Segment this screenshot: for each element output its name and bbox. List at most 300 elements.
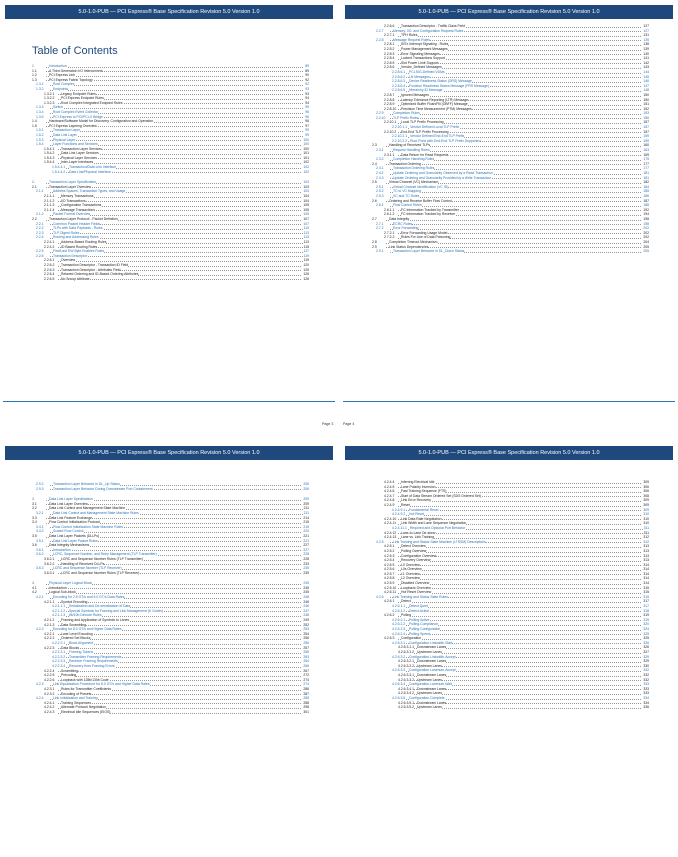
toc-entry-title: Transaction Layer Overview (49, 184, 92, 189)
toc-entry-page: 314 (643, 581, 649, 586)
toc-entry-title: Transaction Layer Behavior in DL_Down Status (393, 249, 465, 254)
toc-entry-number: 4.2.5.4 (384, 558, 398, 563)
toc-entry-number: 2.2.8.6.1 (392, 69, 406, 74)
toc-entry[interactable] (3, 487, 335, 492)
dot-leader (392, 607, 649, 608)
toc-entry-page: 107 (303, 217, 309, 221)
toc-entry-title: Physical Layer Logical Block (49, 581, 92, 586)
toc-entry-number: 3.6.3.1 (44, 571, 58, 576)
toc-entry-title: Root Ports with End-End TLP Prefix Supported (410, 138, 481, 143)
toc-entry-page: 315 (643, 585, 649, 590)
toc-entry-title: Configuration.Lanenum.Wait (409, 682, 452, 687)
toc-entry[interactable] (343, 249, 675, 254)
toc-entry-title: Downstream Lanes (417, 686, 447, 691)
toc-entry-number: 2.2.6.6 (384, 24, 398, 29)
toc-entry-title: Transaction Descriptor - Transaction ID Field (61, 262, 129, 267)
toc-entry-page: 205 (643, 249, 649, 254)
dot-leader (392, 515, 649, 516)
toc-entry-number: 4.2.4.7 (384, 494, 398, 499)
toc-entry-number: 4.2.5.7 (384, 572, 398, 577)
toc-entry-title: Configuration Transactions (61, 203, 102, 208)
toc-entry-page: 150 (643, 97, 649, 102)
toc-entry-title: Loopback Overview (401, 585, 431, 590)
toc-entry-title: Disabled Overview (401, 581, 430, 586)
toc-entry-page: 198 (643, 221, 649, 226)
toc-entry-title: Link Status Dependencies (389, 244, 429, 249)
toc-entry-page: 256 (303, 636, 309, 641)
toc-entry-number: 4.2.4.2 (44, 705, 58, 710)
toc-entry-page: 99 (305, 128, 309, 133)
toc-entry-title: Inter-Layer Interfaces (61, 160, 94, 165)
toc-entry-title: TLPs with Data Payloads - Rules (53, 226, 103, 231)
toc-entry-number: 2.7.2.1 (384, 231, 398, 236)
toc-entry-page: 245 (303, 585, 309, 590)
toc-entry-number: 2.4 (372, 162, 386, 167)
toc-entry-number: 4.2.2.6 (44, 678, 58, 683)
toc-entry-title: Flow Control Initialization State Machine Rules (53, 524, 123, 529)
toc-entry-page: 157 (643, 129, 649, 134)
toc-entry-page: 313 (643, 558, 649, 563)
toc-entry-page: 249 (303, 618, 309, 623)
dot-leader (32, 67, 309, 68)
toc-entry-page: 142 (643, 60, 649, 65)
toc-entry-number: 1.3.3 (36, 105, 50, 110)
toc-entry-page: 235 (303, 566, 309, 571)
toc-entry-title: Handling of Received TLPs (389, 143, 431, 148)
toc-entry-title: Overview (61, 258, 76, 263)
toc-entry-page: 140 (643, 51, 649, 56)
toc-entry-number: 4.2.6.3.5.2 (398, 705, 415, 710)
toc-entry-number: 2.2.8.8 (384, 98, 398, 103)
toc-entry-title: LCRC and Sequence Number (TLP Receiver) (53, 566, 122, 571)
dot-leader (44, 261, 309, 262)
toc-entry-number: 4.2.4.9.2 (392, 512, 406, 517)
toc-entry-number: 1.5.2 (36, 133, 50, 138)
toc-entry-page: 143 (643, 65, 649, 70)
toc-entry-number: 4.2.4.13 (384, 535, 397, 540)
toc-entry-page: 286 (303, 686, 309, 691)
toc-entry-title: Latency Tolerance Reporting (LTR) Message (401, 97, 469, 102)
toc-entry-page: 146 (643, 79, 649, 84)
toc-entry-page: 333 (643, 682, 649, 687)
toc-entry-number: 4.2.5.6 (384, 567, 398, 572)
toc-entry-page: 104 (303, 194, 309, 199)
toc-entry-title: Function Readiness Status Message (FRS Message) (409, 83, 489, 88)
toc-entry-title: Error Signaling Messages (401, 51, 440, 56)
toc-entry-number: 1.5.3 (36, 138, 50, 143)
toc-entry-page: 102 (303, 165, 309, 170)
toc-entry-number: 4.2.2.2 (44, 636, 58, 641)
toc-entry-page: 221 (303, 533, 309, 538)
toc-entry-title: Device Readiness Status (DRS) Message (409, 79, 472, 84)
toc-entry-page: 92 (305, 77, 309, 82)
toc-entry-number: 1.3.1 (36, 82, 50, 87)
toc-entry-number: 4.2.4.10 (384, 516, 397, 521)
toc-entry-number: 4.2.4.9.1 (392, 507, 406, 512)
toc-entry-page: 221 (303, 538, 309, 543)
toc-entry-title: Encoding of Presets (61, 691, 92, 696)
toc-entry-page: 153 (643, 111, 649, 116)
toc-entry-number: 4.2.4.5 (384, 485, 398, 490)
toc-entry-title: Lane Polarity Inversion (401, 484, 436, 489)
toc-entry-page: 198 (643, 216, 649, 221)
toc-entry-number: 4.2.2 (36, 627, 50, 632)
toc-entry-title: Transaction Layer Behavior in DL_Up Status (53, 482, 120, 486)
toc-entry-page: 246 (303, 604, 309, 609)
toc-entry-number: 4.2.6.3.5.1 (398, 700, 415, 705)
toc-entry-title: Encoding for 2.5 GT/s and 5.0 GT/s Data Rates (53, 595, 125, 600)
toc-entry-title: Request Handling Rules (393, 148, 430, 153)
toc-entry-page: 105 (303, 207, 309, 212)
toc-entry-number: 4.2.5.1 (384, 544, 398, 549)
toc-entry-number: 3.6.1 (36, 548, 50, 553)
toc-entry-title: I/O Transactions (61, 198, 86, 203)
toc-entry-page: 105 (303, 212, 309, 217)
toc-entry-title: Link Initialization and Training (53, 696, 98, 701)
toc-entry-title: PCI Express Endpoint Rules (61, 96, 104, 101)
toc-entry-number: 2.2.7.1 (384, 33, 398, 38)
toc-entry-page: 96 (305, 119, 309, 124)
toc-entry-title: LCRC and Sequence Number Rules (TLP Transmitter) (61, 556, 143, 561)
toc-entry-page: 272 (303, 673, 309, 678)
toc-entry-page: 253 (303, 627, 309, 632)
page-header: 5.0-1.0-PUB — PCI Express® Base Specification Revision 5.0 Version 1.0 (5, 5, 333, 19)
toc-entry[interactable] (3, 710, 335, 715)
toc-entry-page: 209 (303, 501, 309, 506)
toc-entry-page: 227 (303, 547, 309, 552)
toc-entry-number: 2.2 (32, 217, 46, 222)
toc-entry-number: 4.2.6.3.2.1 (398, 659, 415, 664)
toc-entry-page: 127 (643, 24, 649, 28)
toc-entry-title: Configuration.Lanenum.Accept (409, 668, 456, 673)
toc-entry-page: 308 (643, 493, 649, 498)
toc-entry-page: 287 (303, 691, 309, 696)
toc-entry-page: 105 (303, 203, 309, 208)
toc-entry-page: 233 (303, 561, 309, 566)
toc-entry-title: L0s Overview (401, 567, 422, 572)
toc-entry-page: 92 (305, 82, 309, 87)
toc-entry-title: Transmitter Framing Requirements (69, 654, 122, 659)
toc-entry-number: 2.9.2 (36, 482, 50, 487)
toc-entry-number: 2.9.3 (36, 487, 50, 492)
toc-entry-page: 330 (643, 663, 649, 668)
toc-entry-page: 254 (303, 631, 309, 636)
toc-entry-title: Reset (401, 502, 410, 507)
toc-entry-title: Transaction Ordering (389, 161, 421, 166)
toc-entry-number: 2.7.1 (376, 222, 390, 227)
toc-entry-number: 4. (32, 581, 46, 586)
toc-entry-number: 4.2.4.3 (44, 710, 58, 715)
toc-entry-title: Training Sequences (61, 700, 92, 705)
toc-entry-page: 245 (303, 581, 309, 586)
toc-entry-number: 4.2.6.3.1.2 (398, 649, 415, 654)
toc-entry-number: 1.5.4.4.2 (52, 169, 66, 174)
toc-entry-number: 4.2.4.12 (384, 530, 397, 535)
toc-page-1 (3, 3, 335, 413)
toc-entry-title: PCI Express Link (49, 73, 76, 78)
toc-title: Table of Contents (32, 45, 118, 57)
dot-leader (44, 676, 309, 677)
toc-entry-title: Transaction Descriptor - Traffic Class Field (401, 24, 465, 28)
toc-entry-title: L1 Overview (401, 571, 420, 576)
toc-entry-page: 228 (303, 552, 309, 557)
toc-entries (3, 482, 335, 715)
toc-entry-number: 4.2.1.1.2 (52, 608, 66, 613)
toc-entry-number: 4.2.4.9 (384, 503, 398, 508)
toc-entry-title: Polling (401, 613, 412, 618)
toc-entry-title: Precision Time Measurement (PTM) Messages (401, 106, 472, 111)
toc-entry-page: 306 (643, 489, 649, 494)
toc-entry-page: 169 (643, 152, 649, 157)
toc-entry-title: Address-Based Routing Rules (61, 239, 107, 244)
toc-entry-title: TPH Rules (401, 33, 418, 38)
toc-entry-number: 4.2.4 (36, 696, 50, 701)
toc-entry-page: 306 (643, 484, 649, 489)
toc-entry-page: 334 (643, 700, 649, 705)
toc-entry-page: 120 (303, 262, 309, 267)
page-header: 5.0-1.0-PUB — PCI Express® Base Specification Revision 5.0 Version 1.0 (5, 446, 333, 460)
toc-entry-number: 3.1 (32, 502, 46, 507)
toc-entry-page: 127 (643, 28, 649, 33)
toc-entry-number: 2.2.10 (376, 116, 390, 121)
toc-entry-number: 4.2.5.5 (384, 563, 398, 568)
toc-entry-title: Root Complex (53, 82, 75, 87)
toc-entry[interactable] (3, 571, 335, 576)
toc-entry-title: Routing and Addressing Rules (53, 235, 99, 240)
page-header: 5.0-1.0-PUB — PCI Express® Base Specification Revision 5.0 Version 1.0 (345, 5, 673, 19)
toc-entry-number: 2.2.6.3 (44, 268, 58, 273)
toc-entry-number: 3.2.1 (36, 511, 50, 516)
toc-entry-number: 4.2.6.2.4 (392, 631, 406, 636)
toc-entry-page: 126 (303, 276, 309, 281)
toc-entry-page: 310 (643, 521, 649, 526)
toc-entry-title: Lane vs. Link Training (401, 535, 434, 540)
toc-entry-number: 2.2.10.2 (384, 129, 397, 134)
toc-entry-number: 1.3.2 (36, 87, 50, 92)
toc-entry-number: 2.5.1 (376, 185, 390, 190)
toc-entry-page: 326 (643, 640, 649, 645)
dot-leader (384, 616, 649, 617)
toc-entry-page: 93 (305, 86, 309, 91)
toc-entry-page: 314 (643, 571, 649, 576)
toc-entry[interactable] (343, 705, 675, 710)
toc-entry-number: 2.2.4.1 (44, 240, 58, 245)
toc-entry-title: Lane Level Encoding (61, 631, 93, 636)
toc-entry-number: 4.2.5.3 (384, 554, 398, 559)
toc-entry-page: 264 (303, 659, 309, 664)
toc-entry-page: 239 (303, 570, 309, 575)
toc-entry-title: End-End TLP Prefix Processing (401, 129, 449, 134)
toc-entry-number: 4.2.5.2 (384, 549, 398, 554)
dot-leader (36, 108, 309, 109)
toc-entry-title: L0 Overview (401, 562, 420, 567)
toc-entry-number: 2.2.10.1 (384, 120, 397, 125)
toc-entry-title: Relaxed Ordering and ID-Based Ordering Attributes (61, 272, 139, 277)
toc-entry-title: Link Width and Lane Sequence Negotiation (401, 521, 467, 526)
toc-entry-title: Downstream Lanes (417, 672, 447, 677)
toc-entry-title: Rules for Transmitter Coefficients (61, 686, 112, 691)
toc-entry-page: 131 (643, 33, 649, 38)
toc-entry-page: 274 (303, 682, 309, 687)
toc-entry-number: 4.2.6.3.2.2 (398, 663, 415, 668)
toc-entry-title: Rules For Use of Data Poisoning (401, 235, 451, 240)
toc-entry-title: Root Complex Event Collector (53, 109, 99, 114)
toc-entry-title: Downstream Lanes (417, 645, 447, 650)
toc-entry-number: 2.4.1 (376, 166, 390, 171)
toc-entries (3, 64, 335, 281)
toc-entry-number: 1.3.2.1 (44, 92, 58, 97)
toc-entry-number: 2.2.8.10 (384, 106, 397, 111)
toc-entry-number: 2.2.10.1.1 (392, 125, 408, 130)
toc-entry-number: 4.2.6.3.4.2 (398, 691, 415, 696)
dot-leader (36, 90, 309, 91)
toc-entry-number: 2.4.2 (376, 171, 390, 176)
toc-entry-title: Data Blocks (61, 645, 80, 650)
toc-entry-page: 103 (303, 184, 309, 189)
toc-entry-number: 1.3.2.3 (44, 101, 58, 106)
toc-entry-number: 1.5.4.2 (44, 151, 58, 156)
toc-entry-title: Common Packet Header Fields (53, 221, 101, 226)
toc-entry-page: 95 (305, 105, 309, 110)
toc-entry-title: Ordering and Receive Buffer Flow Control (389, 198, 452, 203)
toc-entry-title: Link Training and Status State Rules (393, 594, 448, 599)
toc-entries (343, 480, 675, 710)
toc-entry-page: 246 (303, 595, 309, 600)
toc-entry-number: 2.2.3 (36, 231, 50, 236)
toc-entry-number: 4.2.6.1.1 (392, 604, 406, 609)
toc-entry-number: 2.2.8.3 (384, 52, 398, 57)
toc-entry-title: INTx Interrupt Signaling - Rules (401, 42, 449, 47)
toc-entry-number: 1.3.2.2 (44, 96, 58, 101)
toc-entry-page: 117 (303, 249, 309, 254)
toc-entry-title: Data Integrity (389, 216, 410, 221)
toc-page-4 (343, 444, 675, 854)
toc-entry-number: 2.5.2 (376, 189, 390, 194)
toc-entry-number: 4.2.1.2 (44, 618, 58, 623)
toc-entry-page: 96 (305, 109, 309, 114)
toc-entry-title: Legacy Endpoint Rules (61, 91, 96, 96)
toc-entry-title: Configuration.Linkwidth.Start (409, 640, 453, 645)
toc-entry-title: Data Link Layer Packet Rules (53, 538, 98, 543)
toc-entry-page: 309 (643, 498, 649, 503)
toc-entry-title: Precoding (61, 673, 77, 678)
toc-entry-number: 1.5.4.3 (44, 156, 58, 161)
toc-entry-title: ECRC Rules (393, 221, 413, 226)
toc-entry-page: 89 (305, 64, 309, 68)
toc-entry[interactable] (3, 170, 335, 175)
toc-entry-title: Link Equalization Procedure for 8.0 GT/s and Higher Data Rates (53, 682, 150, 687)
toc-entry-page: 327 (643, 649, 649, 654)
toc-entry-page: 177 (643, 161, 649, 166)
toc-entry-page: 100 (303, 146, 309, 151)
toc-entry-title: Switch (53, 105, 63, 110)
toc-entry-title: First/Last DW Byte Enables Rules (53, 249, 105, 254)
toc-entry-number: 2.1.1.3 (44, 203, 58, 208)
toc-entry-number: 1.1 (32, 69, 46, 74)
toc-entry-number: 4.2.6.3.2 (392, 654, 406, 659)
toc-entry-title: Lane-to-Lane De-skew (401, 530, 436, 535)
toc-entry-page: 113 (303, 239, 309, 244)
toc-entry-title: Update Ordering and Granularity Observed by a Read Transaction (393, 171, 493, 175)
toc-entry-title: Introduction (49, 64, 67, 68)
toc-entry-title: Configuration.Complete (409, 695, 445, 700)
toc-entry-number: 4.2.1.1 (44, 600, 58, 605)
page-footer-rule (3, 401, 335, 410)
toc-entry-page: 103 (303, 180, 309, 185)
toc-entry-title: Detect.Quiet (409, 604, 428, 609)
toc-entry-page: 313 (643, 544, 649, 549)
toc-entry-page: 312 (643, 539, 649, 544)
toc-entry-title: Transaction Layer Services (61, 146, 102, 151)
toc-entry-title: Transaction Layer Behavior During Downstream Port Containment (53, 486, 153, 491)
toc-entry-page: 329 (643, 654, 649, 659)
toc-entry-page: 139 (643, 46, 649, 51)
toc-entry-title: Update Ordering and Granularity Provided by a Write Transaction (393, 175, 492, 180)
toc-entry-page: 309 (643, 502, 649, 507)
toc-entry-number: 1.5.4.4.1 (52, 165, 66, 170)
toc-entry-page: 204 (643, 239, 649, 244)
toc-entry-page: 101 (303, 151, 309, 156)
toc-entry-number: 2.2.10.2.1 (392, 134, 408, 139)
toc-entry-page: 325 (643, 636, 649, 641)
toc-entry-title: Slot Power Limit Support (401, 60, 439, 65)
toc-entry-page: 305 (643, 480, 649, 484)
toc-entry-number: 3.5 (32, 534, 46, 539)
toc-entry-title: Message Transactions (61, 207, 95, 212)
toc-entry-page: 94 (305, 96, 309, 101)
toc-entry-page: 325 (643, 631, 649, 636)
toc-entry-number: 2.1.1.1 (44, 194, 58, 199)
toc-entry-title: Detect Overview (401, 544, 426, 549)
toc-entry-number: 2.1 (32, 185, 46, 190)
toc-entry-title: Completion Handling Rules (393, 157, 435, 162)
toc-page-2 (343, 3, 675, 413)
toc-entry-title: Data Return for Read Requests (401, 152, 449, 157)
page-footer-rule (343, 401, 675, 410)
toc-entry-page: 175 (643, 157, 649, 162)
toc-entry-title: Data Link Feature Exchange (49, 515, 92, 520)
toc-entry-number: 4.2.6.1 (384, 599, 398, 604)
toc-entry-title: Handling of Received DLLPs (61, 561, 105, 566)
toc-entry-number: 2.2.4 (36, 235, 50, 240)
toc-entry-title: Configuration Overview (401, 553, 437, 558)
toc-entry-title: PCI-SIG-Defined VDMs (409, 69, 445, 74)
toc-entry-number: 2.2.8.4 (384, 56, 398, 61)
toc-entry-number: 4.2.2.3.4 (52, 663, 66, 668)
toc-entry-page: 266 (303, 663, 309, 668)
toc-entry[interactable] (3, 277, 335, 282)
toc-entry-title: Loopback with 128b/130b Code (61, 677, 109, 682)
toc-entry-page: 113 (303, 235, 309, 240)
toc-entry-page: 104 (303, 198, 309, 203)
toc-entry-title: Root Complex Integrated Endpoint Rules (61, 100, 123, 105)
toc-entry-title: Packet Format Overview (53, 212, 91, 217)
toc-entry-title: Upstream Lanes (417, 677, 442, 682)
toc-entry-page: 205 (643, 244, 649, 249)
toc-entry-title: Transaction Descriptor (53, 253, 87, 258)
toc-entry-title: Transaction Ordering Rules (393, 166, 435, 171)
toc-entry-number: 2.6 (372, 199, 386, 204)
toc-entry-page: 90 (305, 73, 309, 78)
toc-entry-page: 157 (643, 125, 649, 130)
toc-entry-page: 145 (643, 74, 649, 79)
toc-entry-page: 101 (303, 155, 309, 160)
toc-entry-title: Receiver Framing Requirements (69, 659, 118, 664)
toc-entry-page: 319 (643, 613, 649, 618)
toc-entry-page: 314 (643, 567, 649, 572)
toc-entry-page: 274 (303, 677, 309, 682)
toc-entry-title: Start of Data Stream Ordered Set (SDS Ordered Set) (401, 493, 481, 498)
